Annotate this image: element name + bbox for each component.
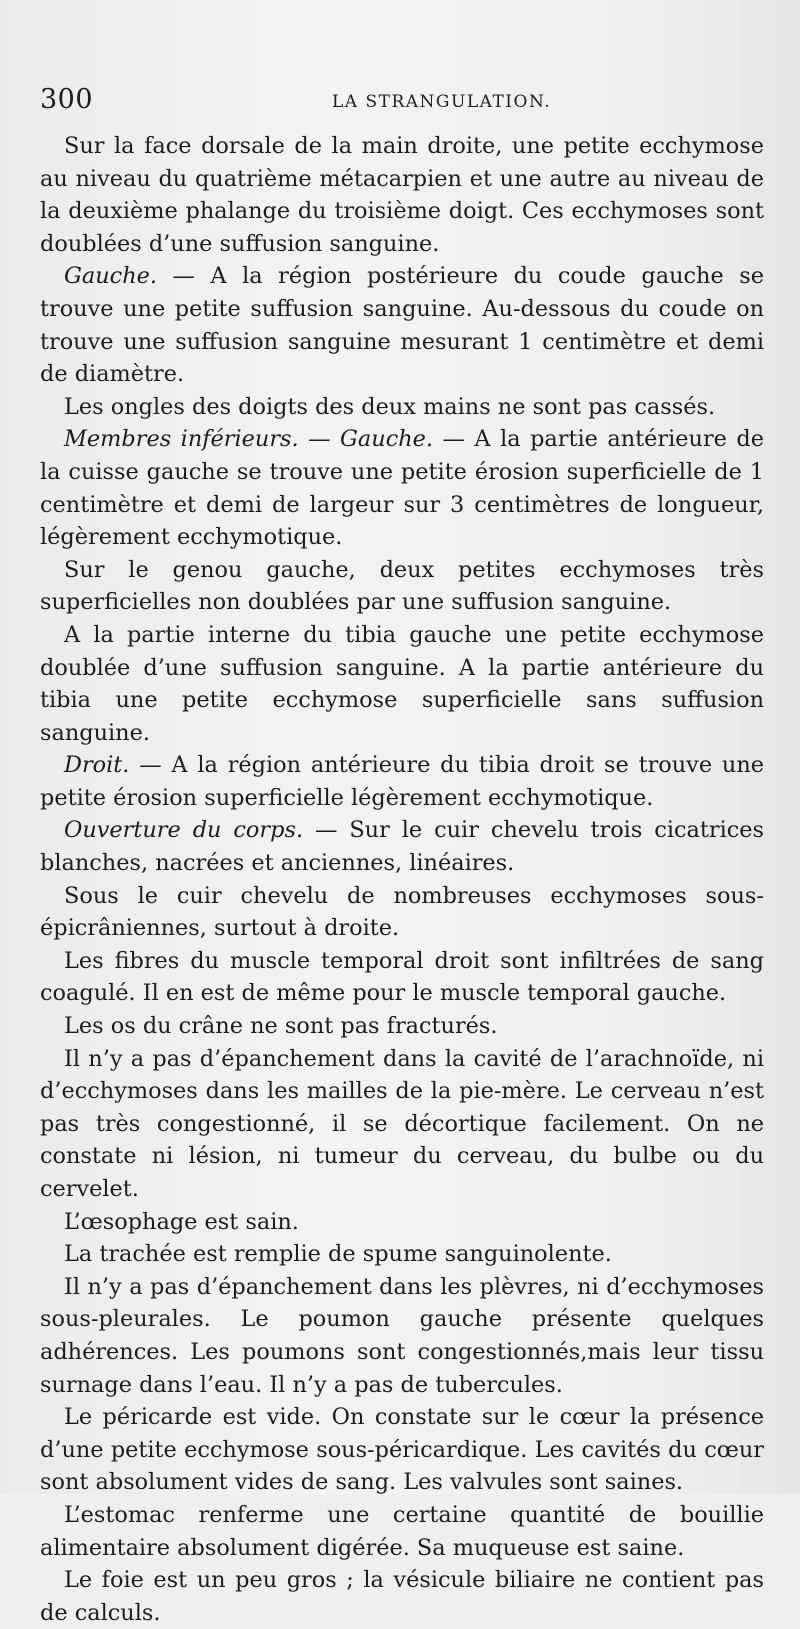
paragraph-lower-limbs: Membres inférieurs. — Gauche. — A la partie antérieure de la cuisse gauche se trouve une petite érosion superficielle de 1 centimètre et demi de largeur sur 3 centimètres de longueur, légèrement ecchymotique.: [40, 426, 764, 551]
paragraph-scalp: Sous le cuir chevelu de nombreuses ecchymoses sous-épicrâniennes, surtout à droite.: [40, 882, 764, 942]
body-text: [40, 130, 764, 1629]
subheading-ouverture-du-corps: Ouverture du corps.: [64, 817, 304, 844]
paragraph-temporal-muscle: Les fibres du muscle temporal droit sont infiltrées de sang coagulé. Il en est de même pour le muscle temporal gauche.: [40, 947, 764, 1007]
paragraph-esophagus: L’œsophage est sain.: [64, 1208, 299, 1235]
page-header: [40, 84, 760, 120]
paragraph-lungs: Il n’y a pas d’épanchement dans les plèvres, ni d’ecchymoses sous-pleurales. Le poumon gauche présente quelques adhérences. Les poumons sont congestionnés,mais leur tissu surnage dans l’eau. Il n’y a pas de tubercules.: [40, 1273, 764, 1398]
paragraph-right-tibia: Droit. — A la région antérieure du tibia droit se trouve une petite érosion superficielle légèrement ecchymotique.: [40, 752, 764, 811]
paragraph-left-knee: Sur le genou gauche, deux petites ecchymoses très superficielles non doublées par une suffusion sanguine.: [40, 556, 764, 616]
paragraph-fingernails: Les ongles des doigts des deux mains ne sont pas cassés.: [64, 393, 716, 420]
paragraph-left-elbow: Gauche. — A la région postérieure du coude gauche se trouve une petite suffusion sanguine. Au-dessous du coude on trouve une suffusion sanguine mesurant 1 centimètre et demi de diamètre.: [40, 263, 764, 388]
paragraph-left-tibia: A la partie interne du tibia gauche une petite ecchymose doublée d’une suffusion sanguine. A la partie antérieure du tibia une petite ecchymose superficielle sans suffusion sanguine.: [40, 621, 764, 746]
paragraph-trachea: La trachée est remplie de spume sanguinolente.: [64, 1241, 612, 1268]
page-number: 300: [40, 84, 94, 115]
paragraph-dorsal-hand: Sur la face dorsale de la main droite, une petite ecchymose au niveau du quatrième métacarpien et une autre au niveau de la deuxième phalange du troisième doigt. Ces ecchymoses sont doublées d’une suffusion sanguine.: [40, 133, 764, 257]
paragraph-autopsy-opening: Ouverture du corps. — Sur le cuir chevelu trois cicatrices blanches, nacrées et anciennes, linéaires.: [40, 817, 765, 877]
running-title: LA STRANGULATION.: [332, 92, 552, 112]
subheading-gauche: Gauche.: [64, 263, 157, 290]
paragraph-stomach: L’estomac renferme une certaine quantité de bouillie alimentaire absolument digérée. Sa muqueuse est saine.: [40, 1501, 764, 1561]
paragraph-heart: Le péricarde est vide. On constate sur le cœur la présence d’une petite ecchymose sous-péricardique. Les cavités du cœur sont absolument vides de sang. Les valvules sont saines.: [40, 1404, 764, 1496]
paragraph-brain: Il n’y a pas d’épanchement dans la cavité de l’arachnoïde, ni d’ecchymoses dans les mailles de la pie-mère. Le cerveau n’est pas très congestionné, il se décortique facilement. On ne constate ni lésion, ni tumeur du cerveau, du bulbe ou du cervelet.: [40, 1045, 764, 1202]
paragraph-liver: Le foie est un peu gros ; la vésicule biliaire ne contient pas de calculs.: [40, 1567, 764, 1626]
paragraph-skull: Les os du crâne ne sont pas fracturés.: [64, 1013, 498, 1040]
subheading-membres-inferieurs: Membres inférieurs. — Gauche.: [64, 426, 434, 453]
subheading-droit: Droit.: [64, 752, 130, 779]
